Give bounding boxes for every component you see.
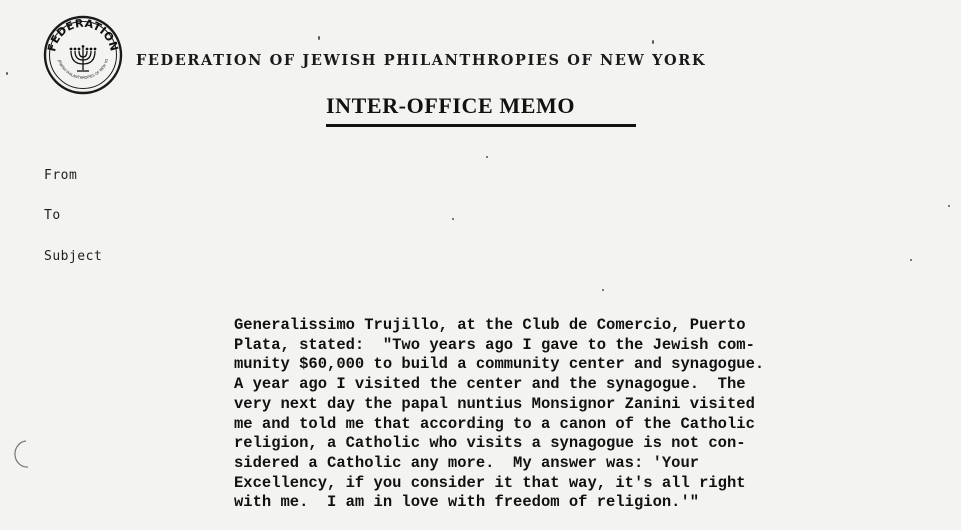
memo-body-line: sidered a Catholic any more. My answer was: 'Your <box>234 453 700 472</box>
organization-letterhead: FEDERATION OF JEWISH PHILANTHROPIES OF NEW YORK <box>136 52 707 69</box>
paper-speck <box>452 218 454 220</box>
subject-label: Subject <box>44 249 103 264</box>
memo-body-line: Excellency, if you consider it that way, it's all right <box>234 473 746 492</box>
svg-text:FEDERATION: FEDERATION <box>45 16 121 53</box>
federation-seal-icon <box>42 14 124 96</box>
memo-body-line: very next day the papal nuntius Monsignor Zanini visited <box>234 394 755 413</box>
memo-body-line: A year ago I visited the center and the synagogue. The <box>234 375 746 394</box>
memo-body-line: munity $60,000 to build a community center and synagogue. <box>234 355 765 374</box>
memo-body-line: me and told me that according to a canon of the Catholic <box>234 414 755 433</box>
to-label: To <box>44 208 61 223</box>
memo-title: INTER-OFFICE MEMO <box>326 93 576 118</box>
memo-title-underline <box>326 124 636 127</box>
memo-body-line: with me. I am in love with freedom of religion.'" <box>234 493 700 512</box>
memo-body-line: religion, a Catholic who visits a synagogue is not con- <box>234 434 746 453</box>
svg-text:OF JEWISH PHILANTHROPIES OF NE: JEWISH PHILANTHROPIES OF NEW YO <box>57 58 110 80</box>
paper-speck <box>948 205 950 207</box>
paper-speck <box>486 156 488 158</box>
paper-speck <box>652 40 654 44</box>
paper-speck <box>602 289 604 291</box>
paper-speck <box>318 36 320 40</box>
from-label: From <box>44 168 78 183</box>
punch-hole-mark <box>8 438 38 470</box>
paper-speck <box>910 259 912 261</box>
memo-body-line: Plata, stated: "Two years ago I gave to the Jewish com- <box>234 335 755 354</box>
memo-body-line: Generalissimo Trujillo, at the Club de Comercio, Puerto <box>234 316 746 334</box>
paper-speck <box>6 72 8 75</box>
memo-body <box>234 316 834 513</box>
